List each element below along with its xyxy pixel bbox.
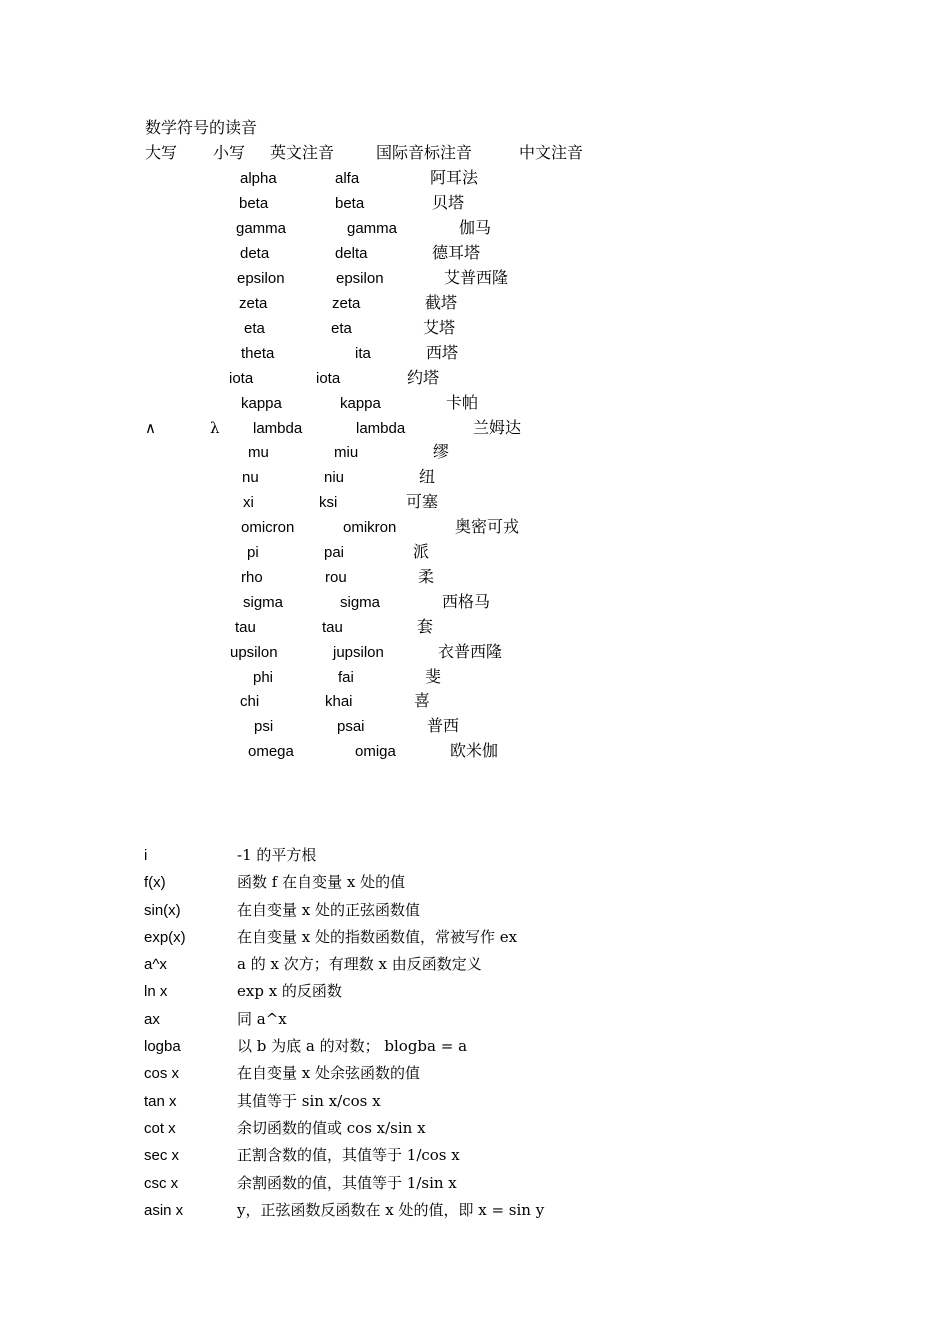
greek-chinese: 伽马 (459, 218, 492, 237)
greek-chinese: 普西 (427, 716, 460, 735)
function-meaning: 同 a^x (237, 1010, 287, 1028)
greek-ipa: miu (334, 444, 359, 461)
greek-english: upsilon (230, 644, 278, 661)
greek-chinese: 约塔 (407, 368, 440, 387)
greek-chinese: 贝塔 (432, 193, 465, 212)
greek-chinese: 德耳塔 (432, 243, 481, 262)
greek-chinese: 西格马 (442, 592, 491, 611)
greek-chinese: 艾塔 (423, 318, 456, 337)
greek-chinese: 卡帕 (446, 393, 479, 412)
greek-english: deta (240, 245, 270, 262)
function-symbol: cot x (144, 1120, 176, 1137)
header-chinese: 中文注音 (519, 143, 584, 162)
greek-ipa: eta (331, 320, 352, 337)
greek-ipa: rou (325, 569, 347, 586)
greek-english: pi (247, 544, 259, 561)
function-symbol: i (144, 847, 148, 864)
function-meaning: a 的 x 次方；有理数 x 由反函数定义 (237, 955, 482, 973)
function-meaning: 在自变量 x 处的正弦函数值 (237, 901, 420, 919)
greek-english: lambda (253, 420, 303, 437)
greek-english: eta (244, 320, 265, 337)
function-symbol: logba (144, 1038, 181, 1055)
function-symbol: cos x (144, 1065, 180, 1082)
greek-ipa: psai (337, 718, 365, 735)
greek-english: nu (242, 469, 259, 486)
greek-english: rho (241, 569, 263, 586)
function-meaning: 以 b 为底 a 的对数； blogba = a (237, 1037, 468, 1055)
greek-english: sigma (243, 594, 284, 611)
function-meaning: 函数 f 在自变量 x 处的值 (237, 873, 406, 891)
function-meaning: -1 的平方根 (237, 846, 317, 864)
greek-english: phi (253, 669, 274, 686)
greek-chinese: 西塔 (426, 343, 459, 362)
greek-ipa: jupsilon (333, 644, 384, 661)
greek-chinese: 斐 (425, 667, 442, 686)
function-symbol: sec x (144, 1147, 180, 1164)
function-symbol: a^x (144, 956, 167, 973)
greek-chinese: 欧米伽 (450, 741, 499, 760)
greek-ipa: delta (335, 245, 368, 262)
greek-english: gamma (236, 220, 287, 237)
greek-english: chi (240, 693, 260, 710)
greek-chinese: 派 (413, 542, 430, 561)
greek-english: epsilon (237, 270, 285, 287)
greek-ipa: khai (325, 693, 353, 710)
function-symbol: exp(x) (144, 929, 186, 946)
function-meaning: 其值等于 sin x/cos x (237, 1092, 381, 1110)
greek-upper: ∧ (145, 419, 156, 437)
function-meaning: 正割含数的值，其值等于 1/cos x (237, 1146, 460, 1164)
greek-ipa: niu (324, 469, 345, 486)
function-meaning: exp x 的反函数 (237, 982, 342, 1000)
greek-ipa: lambda (356, 420, 406, 437)
greek-english: omicron (241, 519, 295, 536)
function-symbol: f(x) (144, 874, 166, 891)
greek-chinese: 衣普西隆 (438, 642, 503, 661)
greek-ipa: gamma (347, 220, 398, 237)
greek-english: beta (239, 195, 269, 212)
greek-english: psi (254, 718, 274, 735)
greek-ipa: iota (316, 370, 341, 387)
function-meaning: 在自变量 x 处的指数函数值，常被写作 ex (237, 928, 518, 946)
header-english: 英文注音 (270, 143, 335, 162)
greek-ipa: epsilon (336, 270, 384, 287)
greek-chinese: 缪 (433, 442, 450, 461)
greek-ipa: kappa (340, 395, 381, 412)
greek-chinese: 纽 (419, 467, 436, 486)
greek-english: alpha (240, 170, 277, 187)
greek-english: theta (241, 345, 275, 362)
function-meaning: 余切函数的值或 cos x/sin x (237, 1119, 426, 1137)
greek-lower: λ (210, 419, 220, 437)
greek-ipa: beta (335, 195, 365, 212)
greek-english: omega (248, 743, 294, 760)
greek-ipa: fai (338, 669, 354, 686)
function-symbol: tan x (144, 1093, 177, 1110)
header-upper: 大写 (145, 143, 178, 162)
greek-english: zeta (239, 295, 268, 312)
greek-english: iota (229, 370, 254, 387)
greek-ipa: ksi (319, 494, 338, 511)
function-meaning: 余割函数的值，其值等于 1/sin x (237, 1174, 457, 1192)
greek-ipa: omiga (355, 743, 396, 760)
greek-ipa: sigma (340, 594, 381, 611)
function-meaning: 在自变量 x 处余弦函数的值 (237, 1064, 420, 1082)
greek-chinese: 兰姆达 (473, 418, 522, 437)
greek-english: tau (235, 619, 256, 636)
greek-english: xi (243, 494, 254, 511)
greek-english: mu (248, 444, 269, 461)
greek-english: kappa (241, 395, 282, 412)
header-lower: 小写 (213, 143, 246, 162)
greek-chinese: 阿耳法 (430, 168, 479, 187)
greek-ipa: pai (324, 544, 345, 561)
function-symbol: sin(x) (144, 902, 181, 919)
greek-chinese: 艾普西隆 (444, 268, 509, 287)
greek-chinese: 可塞 (406, 492, 439, 511)
function-symbol: asin x (144, 1202, 184, 1219)
function-meaning: y，正弦函数反函数在 x 处的值，即 x = sin y (237, 1201, 545, 1219)
header-ipa: 国际音标注音 (376, 143, 473, 162)
greek-chinese: 套 (417, 617, 434, 636)
function-symbol: ln x (144, 983, 168, 1000)
greek-chinese: 截塔 (425, 293, 458, 312)
greek-ipa: omikron (343, 519, 397, 536)
page-title: 数学符号的读音 (145, 118, 258, 137)
function-symbol: ax (144, 1011, 160, 1028)
greek-ipa: ita (355, 345, 371, 362)
greek-chinese: 喜 (414, 691, 431, 710)
function-symbol: csc x (144, 1175, 179, 1192)
greek-chinese: 奥密可戎 (455, 517, 520, 536)
greek-ipa: zeta (332, 295, 361, 312)
greek-ipa: alfa (335, 170, 360, 187)
greek-chinese: 柔 (418, 567, 435, 586)
greek-ipa: tau (322, 619, 343, 636)
